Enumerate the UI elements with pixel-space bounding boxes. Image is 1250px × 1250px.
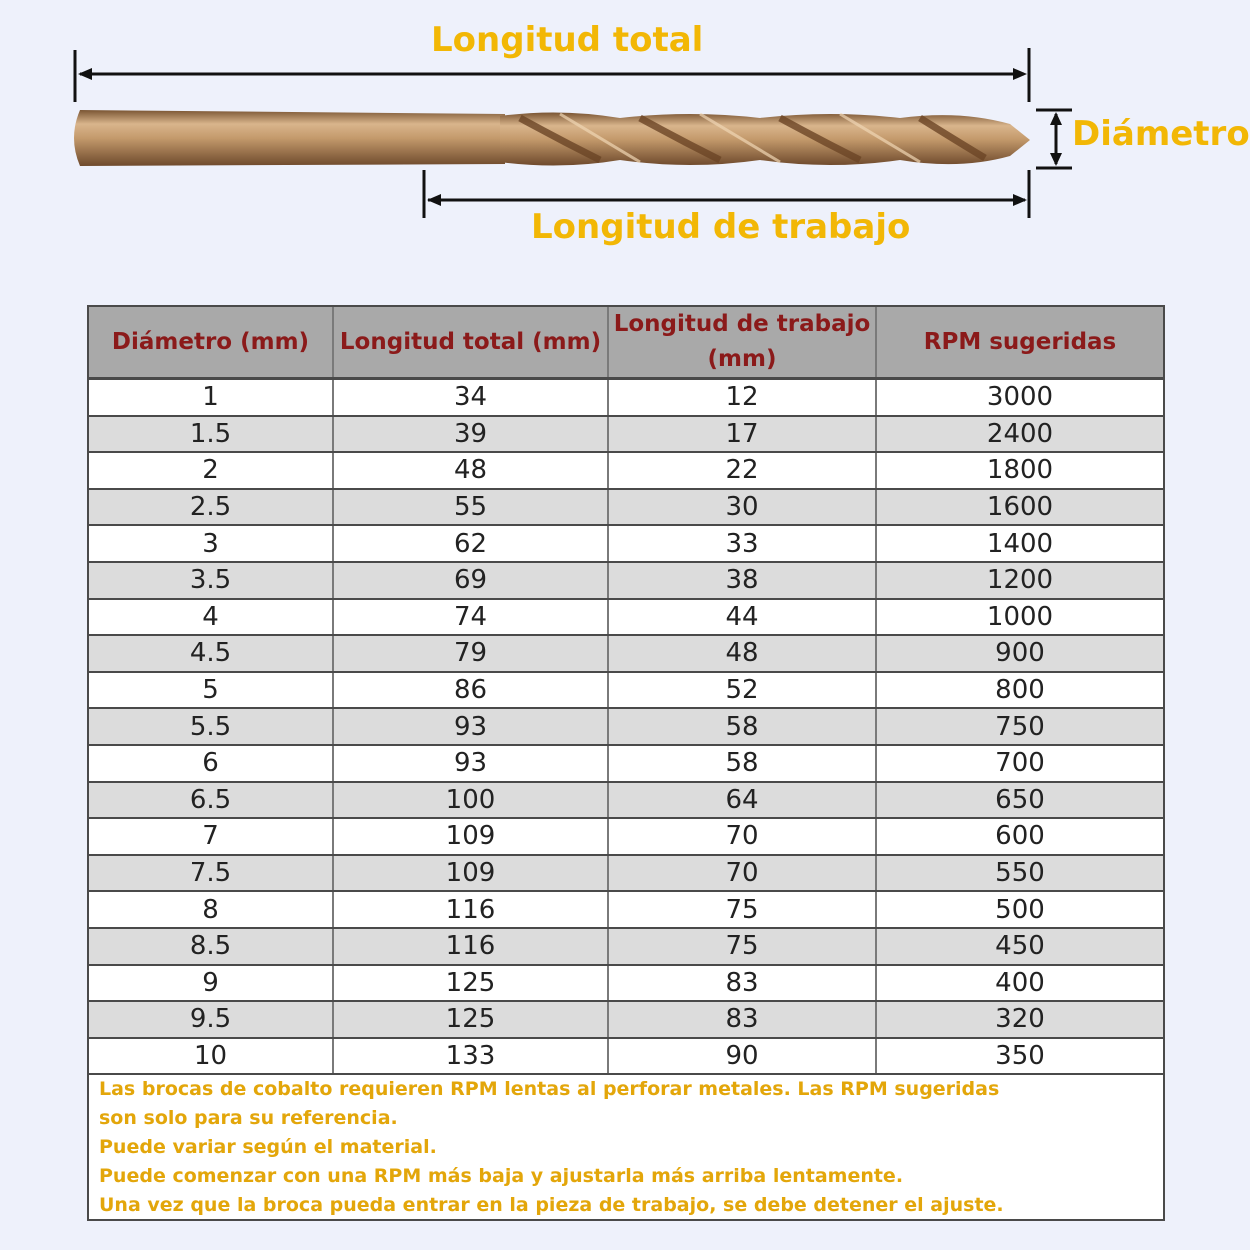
cell-diameter: 3.5 xyxy=(89,562,333,599)
cell-total-length: 55 xyxy=(333,489,608,526)
table-row xyxy=(89,672,1163,709)
cell-rpm: 3000 xyxy=(876,379,1163,416)
cell-working-length: 44 xyxy=(608,599,876,636)
drill-diagram xyxy=(0,0,1250,260)
cell-working-length: 83 xyxy=(608,1001,876,1038)
cell-total-length: 39 xyxy=(333,416,608,453)
cell-diameter: 9 xyxy=(89,965,333,1002)
drill-shank xyxy=(74,110,505,166)
cell-working-length: 90 xyxy=(608,1038,876,1075)
cell-rpm: 600 xyxy=(876,818,1163,855)
cell-total-length: 34 xyxy=(333,379,608,416)
diameter-arrow xyxy=(1036,110,1072,168)
table-row xyxy=(89,1038,1163,1075)
cell-total-length: 62 xyxy=(333,525,608,562)
cell-total-length: 133 xyxy=(333,1038,608,1075)
cell-rpm: 500 xyxy=(876,891,1163,928)
cell-diameter: 10 xyxy=(89,1038,333,1075)
cell-rpm: 650 xyxy=(876,782,1163,819)
cell-rpm: 550 xyxy=(876,855,1163,892)
cell-rpm: 1000 xyxy=(876,599,1163,636)
cell-total-length: 79 xyxy=(333,635,608,672)
table-row xyxy=(89,635,1163,672)
cell-diameter: 5 xyxy=(89,672,333,709)
cell-rpm: 1800 xyxy=(876,452,1163,489)
note-line: Las brocas de cobalto requieren RPM lentas al perforar metales. Las RPM sugeridas xyxy=(99,1078,1000,1101)
cell-rpm: 1600 xyxy=(876,489,1163,526)
table-row xyxy=(89,525,1163,562)
cell-total-length: 125 xyxy=(333,965,608,1002)
table-row xyxy=(89,818,1163,855)
cell-diameter: 7 xyxy=(89,818,333,855)
cell-working-length: 70 xyxy=(608,818,876,855)
cell-total-length: 116 xyxy=(333,928,608,965)
diameter-label: Diámetro xyxy=(1072,114,1250,154)
cell-working-length: 22 xyxy=(608,452,876,489)
cell-diameter: 6 xyxy=(89,745,333,782)
cell-diameter: 6.5 xyxy=(89,782,333,819)
cell-diameter: 4 xyxy=(89,599,333,636)
cell-rpm: 400 xyxy=(876,965,1163,1002)
total-length-label: Longitud total xyxy=(431,20,704,60)
cell-total-length: 116 xyxy=(333,891,608,928)
cell-rpm: 450 xyxy=(876,928,1163,965)
cell-rpm: 1400 xyxy=(876,525,1163,562)
cell-total-length: 109 xyxy=(333,818,608,855)
cell-rpm: 320 xyxy=(876,1001,1163,1038)
table-header-row xyxy=(89,307,1163,379)
note-line: Una vez que la broca pueda entrar en la pieza de trabajo, se debe detener el ajuste. xyxy=(99,1194,1004,1217)
cell-working-length: 75 xyxy=(608,928,876,965)
note-line: Puede comenzar con una RPM más baja y ajustarla más arriba lentamente. xyxy=(99,1165,904,1188)
cell-rpm: 750 xyxy=(876,708,1163,745)
cell-diameter: 9.5 xyxy=(89,1001,333,1038)
cell-working-length: 17 xyxy=(608,416,876,453)
cell-rpm: 1200 xyxy=(876,562,1163,599)
cell-rpm: 900 xyxy=(876,635,1163,672)
cell-working-length: 52 xyxy=(608,672,876,709)
table-row xyxy=(89,745,1163,782)
cell-total-length: 125 xyxy=(333,1001,608,1038)
cell-diameter: 8.5 xyxy=(89,928,333,965)
table-row xyxy=(89,452,1163,489)
cell-diameter: 1 xyxy=(89,379,333,416)
table-row xyxy=(89,599,1163,636)
cell-rpm: 700 xyxy=(876,745,1163,782)
note-line: Puede variar según el material. xyxy=(99,1136,437,1159)
table-row xyxy=(89,1001,1163,1038)
table-row xyxy=(89,928,1163,965)
table-row xyxy=(89,965,1163,1002)
header-total-length: Longitud total (mm) xyxy=(333,307,608,379)
cell-total-length: 48 xyxy=(333,452,608,489)
cell-diameter: 2 xyxy=(89,452,333,489)
table-row xyxy=(89,855,1163,892)
cell-total-length: 100 xyxy=(333,782,608,819)
cell-working-length: 64 xyxy=(608,782,876,819)
cell-working-length: 12 xyxy=(608,379,876,416)
cell-total-length: 93 xyxy=(333,708,608,745)
table-row xyxy=(89,782,1163,819)
notes xyxy=(89,1075,1163,1220)
cell-diameter: 7.5 xyxy=(89,855,333,892)
cell-working-length: 33 xyxy=(608,525,876,562)
cell-working-length: 30 xyxy=(608,489,876,526)
cell-working-length: 75 xyxy=(608,891,876,928)
cell-diameter: 4.5 xyxy=(89,635,333,672)
header-working-length: Longitud de trabajo (mm) xyxy=(608,307,876,379)
table-row xyxy=(89,379,1163,416)
cell-working-length: 83 xyxy=(608,965,876,1002)
table-body xyxy=(89,379,1163,1075)
table-row xyxy=(89,416,1163,453)
cell-total-length: 93 xyxy=(333,745,608,782)
cell-total-length: 109 xyxy=(333,855,608,892)
cell-total-length: 86 xyxy=(333,672,608,709)
cell-working-length: 48 xyxy=(608,635,876,672)
cell-diameter: 3 xyxy=(89,525,333,562)
cell-working-length: 58 xyxy=(608,745,876,782)
cell-rpm: 350 xyxy=(876,1038,1163,1075)
cell-working-length: 70 xyxy=(608,855,876,892)
cell-total-length: 74 xyxy=(333,599,608,636)
cell-working-length: 58 xyxy=(608,708,876,745)
cell-diameter: 2.5 xyxy=(89,489,333,526)
header-diameter: Diámetro (mm) xyxy=(89,307,333,379)
working-length-label: Longitud de trabajo xyxy=(531,207,911,247)
header-rpm: RPM sugeridas xyxy=(876,307,1163,379)
cell-diameter: 8 xyxy=(89,891,333,928)
cell-working-length: 38 xyxy=(608,562,876,599)
cell-diameter: 5.5 xyxy=(89,708,333,745)
drill-spec-table-container xyxy=(87,305,1165,1221)
note-line: son solo para su referencia. xyxy=(99,1107,398,1130)
cell-diameter: 1.5 xyxy=(89,416,333,453)
cell-total-length: 69 xyxy=(333,562,608,599)
table-row xyxy=(89,891,1163,928)
drill-spec-table xyxy=(89,307,1163,1075)
table-row xyxy=(89,489,1163,526)
cell-rpm: 2400 xyxy=(876,416,1163,453)
table-row xyxy=(89,562,1163,599)
table-row xyxy=(89,708,1163,745)
cell-rpm: 800 xyxy=(876,672,1163,709)
